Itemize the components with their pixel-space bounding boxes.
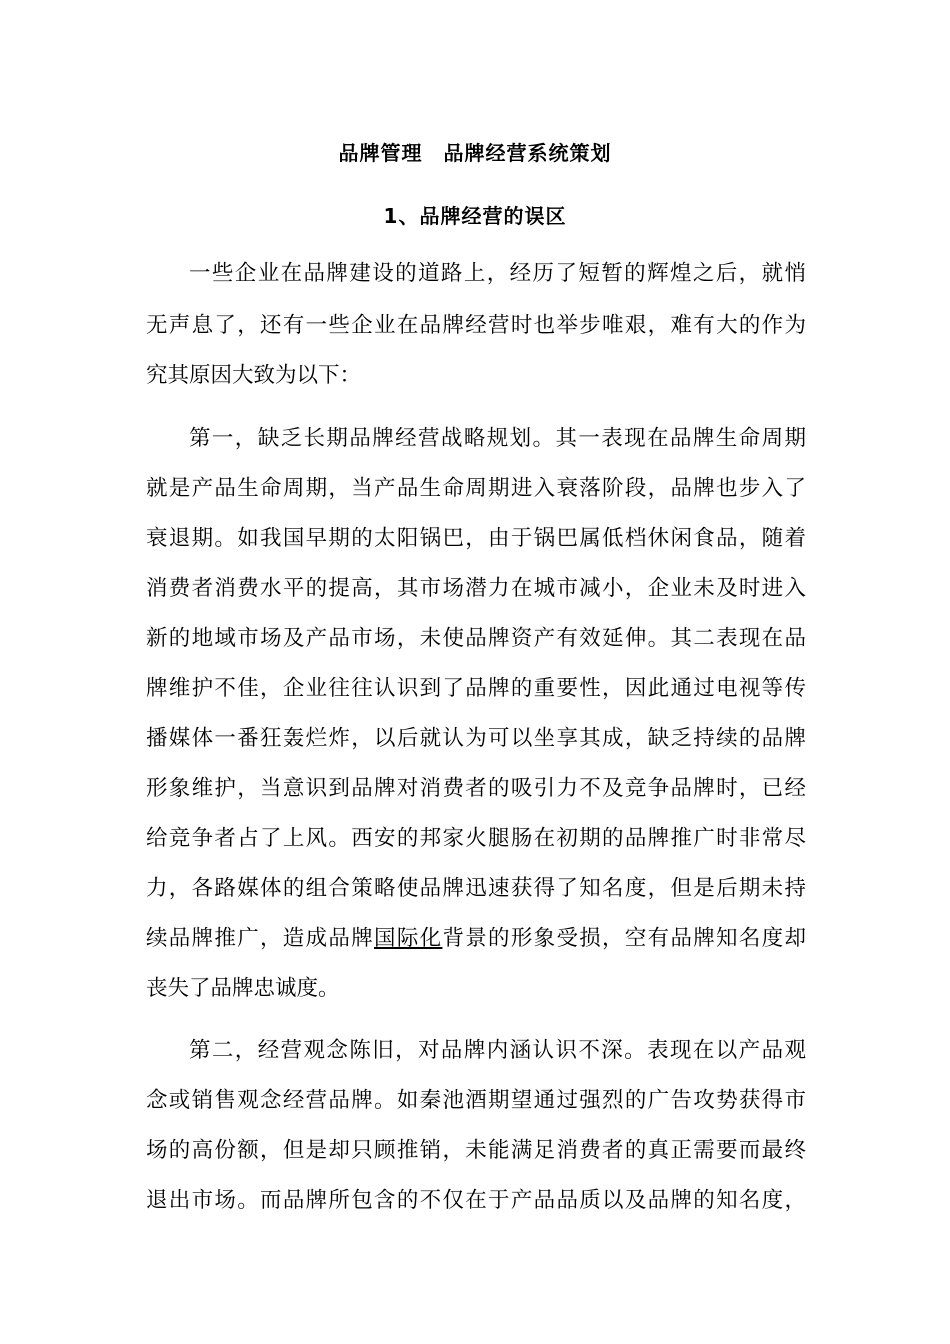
- paragraph-2-line: 衰退期。如我国早期的太阳锅巴，由于锅巴属低档休闲食品，随着: [146, 526, 806, 551]
- document-title: 品牌管理 品牌经营系统策划: [338, 141, 612, 165]
- paragraph-3-line: 退出市场。而品牌所包含的不仅在于产品品质以及品牌的知名度，: [146, 1188, 806, 1213]
- paragraph-2-line: 牌维护不佳，企业往往认识到了品牌的重要性，因此通过电视等传: [146, 676, 806, 701]
- paragraph-2-line: 播媒体一番狂轰烂炸，以后就认为可以坐享其成，缺乏持续的品牌: [146, 726, 806, 751]
- paragraph-2-line: 新的地域市场及产品市场，未使品牌资产有效延伸。其二表现在品: [146, 626, 806, 651]
- paragraph-1-line: 一些企业在品牌建设的道路上，经历了短暂的辉煌之后，就悄: [189, 261, 806, 286]
- paragraph-2-line: 形象维护，当意识到品牌对消费者的吸引力不及竞争品牌时，已经: [146, 776, 806, 801]
- section-heading: 1、品牌经营的误区: [383, 204, 567, 228]
- paragraph-2-line: 力，各路媒体的组合策略使品牌迅速获得了知名度，但是后期未持: [146, 876, 806, 901]
- paragraph-1-line: 究其原因大致为以下：: [146, 363, 362, 388]
- paragraph-2-line-with-link: [146, 924, 806, 954]
- paragraph-2-line: 第一，缺乏长期品牌经营战略规划。其一表现在品牌生命周期: [189, 426, 806, 451]
- paragraph-2-line: 就是产品生命周期，当产品生命周期进入衰落阶段，品牌也步入了: [146, 476, 806, 501]
- internationalization-link[interactable]: 国际化: [374, 926, 443, 951]
- paragraph-2-line: 给竞争者占了上风。西安的邦家火腿肠在初期的品牌推广时非常尽: [146, 826, 806, 851]
- line-text-after-link: 背景的形象受损，空有品牌知名度却: [442, 926, 806, 951]
- paragraph-2-line: 丧失了品牌忠诚度。: [146, 976, 340, 1001]
- line-text-before-link: 续品牌推广，造成品牌: [146, 926, 375, 951]
- paragraph-2-line: 消费者消费水平的提高，其市场潜力在城市减小，企业未及时进入: [146, 576, 806, 601]
- paragraph-1-line: 无声息了，还有一些企业在品牌经营时也举步唯艰，难有大的作为: [146, 313, 806, 338]
- paragraph-3-line: 第二，经营观念陈旧，对品牌内涵认识不深。表现在以产品观: [189, 1038, 806, 1063]
- paragraph-3-line: 场的高份额，但是却只顾推销，未能满足消费者的真正需要而最终: [146, 1138, 806, 1163]
- paragraph-3-line: 念或销售观念经营品牌。如秦池酒期望通过强烈的广告攻势获得市: [146, 1088, 806, 1113]
